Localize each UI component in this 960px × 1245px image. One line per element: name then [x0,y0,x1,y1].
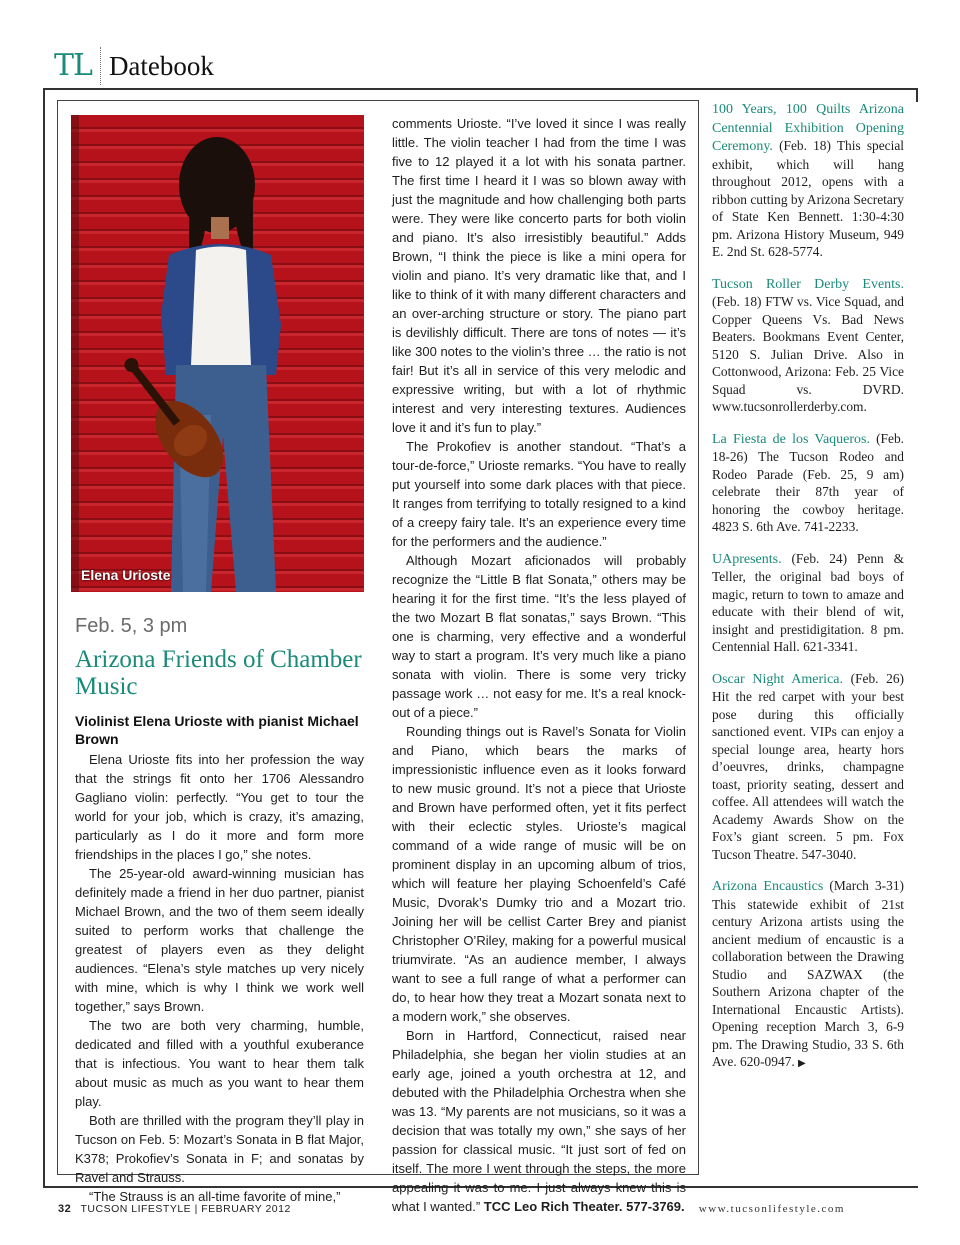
brand-logo: TL [54,47,101,85]
paragraph: “The Strauss is an all-time favorite of mine,” [89,1189,341,1204]
paragraph: Rounding things out is Ravel’s Sonata for Violin and Piano, which bears the marks of impressionistic influence even as it looks forward to new music ground. It’s not a piece that Urioste and Brown have performed often, yet it fits perfect with their eclectic styles. Urioste’s magical command of a wide range of music will be on prominent display in an upcoming album of trios, which will feature her playing Schoenfeld’s Café Music, Dvorak’s Dumky trio and a Mozart trio. Joining her will be cellist Carter Brey and pianist Christopher O’Riley, making for a powerful musical triumvirate. “As an audience member, I always want to see a full range of what a performer can do, to hear how they treat a Mozart sonata next to a modern work,” she observes. [392,724,686,1024]
feature-column-1 [75,615,364,1206]
listing-name: UApresents. [712,551,782,567]
paragraph: Elena Urioste fits into her profession the way that the strings fit onto her 1706 Alessandro Gagliano violin: perfectly. “You get to tour the world for your job, which is crazy, it’s amazing, particularly as I do it more and form more friendships in the places I go,” she notes. [75,752,364,862]
venue-info: TCC Leo Rich Theater. 577-3769. [483,1199,685,1214]
footer-folio [58,1203,291,1215]
masthead [54,44,214,88]
paragraph-text: Born in Hartford, Connecticut, raised near Philadelphia, she began her violin studies at an early age, joined a youth orchestra at 12, and debuted with the Philadelphia Orchestra when she was 13. “My parents are not musicians, so it was a decision that was totally my own,” she says of her passion for classical music. “It just sort of fed on itself. The more I went through the steps, the more appealing it was to me. I just always knew this is what I wanted.” [392,1028,686,1214]
listing-name: Arizona Encaustics [712,879,824,894]
listing-item [712,550,904,656]
listing-text: (Feb. 18) FTW vs. Vice Squad, and Copper Queens Vs. Bad News Beaters. Bookmans Event Center, 5120 S. Julian Drive. Also in Cottonwood, Arizona: Feb. 25 Vice Squad vs. DVRD. www.tucsonrollerderby.com. [712,294,904,414]
page-number: 32 [58,1203,72,1215]
listing-item [712,877,904,1073]
section-title: Datebook [108,51,214,81]
violinist-photo [71,115,364,592]
paragraph: Although Mozart aficionados will probably recognize the “Little B flat Sonata,” others may be hearing it for the first time. “It’s the less played of the two Mozart B flat sonatas,” says Brown. “This one is charming, very effective and a wonderful way to start a program. It’s very much like a piano sonata with violin. There is some very tricky passage work … not easy for me. It’s a real knock-out of a piece.” [392,553,686,720]
article-body-col1 [75,750,364,1206]
listing-text: (March 3-31) This statewide exhibit of 21st century Arizona artists using the ancient medium of encaustic is a collaboration between the Drawing Studio and SAZWAX (the Southern Arizona chapter of the International Encaustic Artists). Opening reception March 3, 6-9 pm. The Drawing Studio, 33 S. 6th Ave. 620-0947. [712,878,904,1069]
listing-name: Tucson Roller Derby Events. [712,276,904,292]
event-listings [712,100,904,1087]
end-arrow-icon: ▶ [798,1058,806,1069]
listing-name: 100 Years, 100 Quilts Arizona Centennial Exhibition Opening Ceremony. [712,102,904,154]
violinist-illustration [71,115,364,592]
listing-item [712,430,904,536]
paragraph: Both are thrilled with the program they’ll play in Tucson on Feb. 5: Mozart’s Sonata in B flat Major, K378; Prokofiev’s Sonata in F; and sonatas by Ravel and Strauss. [75,1113,364,1185]
paragraph: The 25-year-old award-winning musician has definitely made a friend in her duo partner, pianist Michael Brown, and the two of them seem ideally suited to perform works that challenge the greatest of players even as they delight audiences. “Elena’s style matches up very nicely with mine, which is why I think we work well together,” says Brown. [75,866,364,1014]
event-date: Feb. 5, 3 pm [75,615,188,637]
frame-tick [916,88,918,102]
listing-text: (Feb. 26) Hit the red carpet with your best pose during this officially sanctioned event. VIPs can enjoy a special lounge area, hearty hors d’oeuvres, drinks, champagne toast, priority seating, dessert and coffee. All attendees will watch the Academy Awards Show on the Fox’s giant screen. 5 pm. Fox Tucson Theatre. 547-3040. [712,670,904,862]
paragraph: The two are both very charming, humble, dedicated and filled with a youthful exuberance that is infectious. You want to hear them talk about music as much as you want to hear them play. [75,1018,364,1109]
event-subhead: Violinist Elena Urioste with pianist Michael Brown [75,713,359,747]
feature-column-2 [392,114,686,1216]
listing-item [712,670,904,864]
photo-caption: Elena Urioste [81,567,171,583]
listing-item [712,275,904,416]
footer-url: www.tucsonlifestyle.com [698,1203,845,1215]
listing-item [712,100,904,261]
publication-line: TUCSON LIFESTYLE | FEBRUARY 2012 [80,1203,291,1215]
event-title: Arizona Friends of Chamber Music [75,646,362,700]
listing-name: La Fiesta de los Vaqueros. [712,431,871,447]
listing-name: Oscar Night America. [712,671,843,687]
listing-text: (Feb. 18-26) The Tucson Rodeo and Rodeo Parade (Feb. 25, 9 am) celebrate their 87th year of honoring the cowboy heritage. 4823 S. 6th Ave. 741-2233. [712,430,904,534]
paragraph: The Prokofiev is another standout. “That’s a tour-de-force,” Urioste remarks. “You have to really put yourself into some dark places with that piece. It ranges from terrifying to totally resigned to a kind of a creepy fairy tale. It’s an experience every time for the performers and the audience.” [392,439,686,549]
paragraph [392,1026,686,1216]
paragraph: comments Urioste. “I’ve loved it since I was really little. The violin teacher I had from the time I was five to 12 played it a lot with his sonata partner. The first time I heard it I was so blown away with just the magnitude and how challenging both parts were. They were like concerto parts for both violin and piano. It’s also irresistibly beautiful.” Adds Brown, “I think the piece is like a mini opera for violin and piano. It’s very dramatic like that, and I like to think of it with many different characters and an over-arching structure or story. The piano part is devilishly difficult. There are tons of notes — it’s like 300 notes to the violin’s three … the ratio is not fair! But it’s all in service of this very melodic and expressive writing, but with a lot of rhythmic interest and very interesting textures. Audiences love it and it’s fun to play.” [392,116,686,435]
listing-text: (Feb. 24) Penn & Teller, the original bad boys of magic, return to town to amaze and educate with their blend of wit, insight and prestidigitation. 8 pm. Centennial Hall. 621-3341. [712,550,904,654]
listing-text: (Feb. 18) This special exhibit, which will hang throughout 2012, opens with a ribbon cutting by Arizona Secretary of State Ken Bennett. 1:30-4:30 pm. Arizona History Museum, 949 E. 2nd St. 628-5774. [712,138,904,259]
